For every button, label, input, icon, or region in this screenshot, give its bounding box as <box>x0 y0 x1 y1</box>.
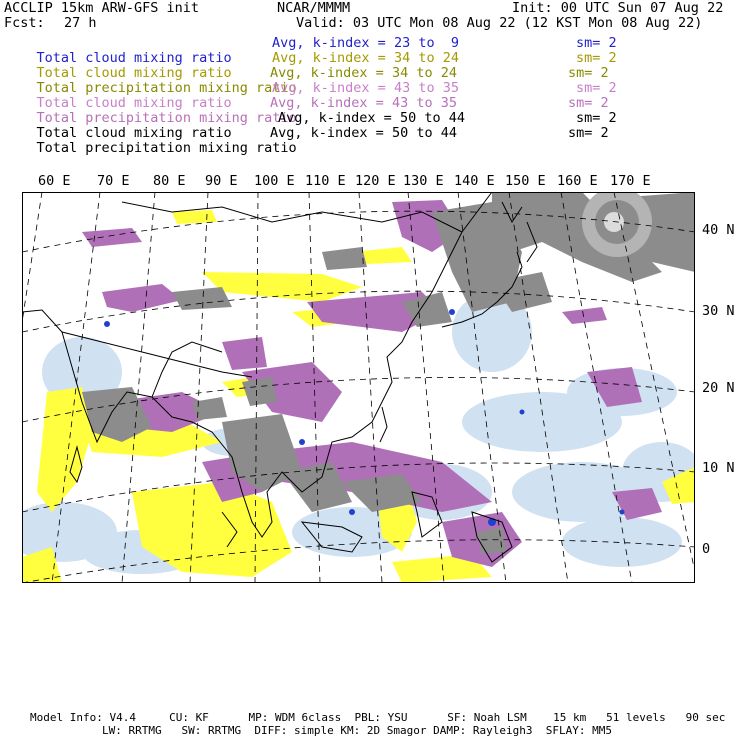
lat-label: 40 N <box>702 222 735 238</box>
legend-field-name: Total precipitation mixing ratio <box>36 140 297 156</box>
lon-label: 140 E <box>454 173 495 189</box>
lon-label: 170 E <box>610 173 651 189</box>
legend-k2: 24 <box>440 65 458 81</box>
legend-index <box>270 126 457 141</box>
legend-k2: 24 <box>442 50 460 66</box>
legend-sm: sm= 2 <box>576 80 617 96</box>
legend-k1: 50 <box>399 110 417 126</box>
legend-avg: Avg, k-index = <box>272 80 386 96</box>
legend-index <box>272 51 459 66</box>
lon-label: 100 E <box>254 173 295 189</box>
legend-k1: 34 <box>393 50 411 66</box>
legend-sm: sm= 2 <box>568 95 609 111</box>
center-name: NCAR/MMMM <box>277 0 351 16</box>
legend-row <box>4 126 297 171</box>
legend-avg: Avg, k-index = <box>270 95 384 111</box>
legend-to: to <box>418 35 435 51</box>
lat-label: 10 N <box>702 460 735 476</box>
legend-sm: sm= 2 <box>576 35 617 51</box>
legend-to: to <box>418 80 435 96</box>
legend-to: to <box>416 95 433 111</box>
model-info-line2: LW: RRTMG SW: RRTMG DIFF: simple KM: 2D Smagor DAMP: Rayleigh3 SFLAY: MM5 <box>102 724 612 737</box>
legend-k1: 50 <box>391 125 409 141</box>
legend-field-name: Total cloud mixing ratio <box>36 50 232 66</box>
lon-label: 120 E <box>355 173 396 189</box>
legend-to: to <box>424 110 441 126</box>
legend-field-name: Total cloud mixing ratio <box>36 65 232 81</box>
legend-sm: sm= 2 <box>576 50 617 66</box>
legend-k2: 35 <box>442 80 460 96</box>
legend-k2: 35 <box>440 95 458 111</box>
legend-sm: sm= 2 <box>576 110 617 126</box>
forecast-map <box>22 192 695 583</box>
model-title: ACCLIP 15km ARW-GFS init <box>4 0 200 16</box>
legend-to: to <box>416 125 433 141</box>
legend-k2: 44 <box>448 110 466 126</box>
fcst-value: 27 h <box>64 15 97 31</box>
lat-label: 0 <box>702 541 711 557</box>
legend-index <box>272 36 459 51</box>
legend-k2: 9 <box>450 35 460 51</box>
lon-label: 130 E <box>403 173 444 189</box>
legend-to: to <box>418 50 435 66</box>
lon-label: 150 E <box>505 173 546 189</box>
legend-index <box>272 81 459 96</box>
lon-label: 160 E <box>557 173 598 189</box>
fcst-label: Fcst: <box>4 15 45 31</box>
init-time: Init: 00 UTC Sun 07 Aug 22 <box>512 0 724 16</box>
legend-index <box>270 96 457 111</box>
legend-k1: 43 <box>393 80 411 96</box>
legend-to: to <box>416 65 433 81</box>
map-canvas <box>22 192 695 583</box>
model-info-line1: Model Info: V4.4 CU: KF MP: WDM 6class PBL: YSU SF: Noah LSM 15 km 51 levels 90 sec <box>30 711 726 724</box>
legend-avg: Avg, k-index = <box>270 125 384 141</box>
legend-k2: 44 <box>440 125 458 141</box>
legend-avg: Avg, k-index = <box>272 50 386 66</box>
legend-field-name: Total cloud mixing ratio <box>36 95 232 111</box>
legend-field-name: Total precipitation mixing ratio <box>36 110 297 126</box>
lon-label: 110 E <box>305 173 346 189</box>
legend-field-name: Total cloud mixing ratio <box>36 125 232 141</box>
legend-k1: 34 <box>391 65 409 81</box>
legend-avg: Avg, k-index = <box>272 35 386 51</box>
legend-k1: 23 <box>393 35 411 51</box>
legend-field-name: Total precipitation mixing ratio <box>36 80 297 96</box>
lat-label: 30 N <box>702 303 735 319</box>
legend-index <box>270 66 457 81</box>
lon-label: 60 E <box>38 173 71 189</box>
legend-sm: sm= 2 <box>568 65 609 81</box>
valid-time: Valid: 03 UTC Mon 08 Aug 22 (12 KST Mon 08 Aug 22) <box>296 15 703 31</box>
lat-label: 20 N <box>702 380 735 396</box>
legend-sm: sm= 2 <box>568 125 609 141</box>
legend-avg: Avg, k-index = <box>270 65 384 81</box>
lon-label: 80 E <box>153 173 186 189</box>
lon-label: 90 E <box>205 173 238 189</box>
legend-index <box>278 111 465 126</box>
legend-avg: Avg, k-index = <box>278 110 392 126</box>
legend-k1: 43 <box>391 95 409 111</box>
lon-label: 70 E <box>97 173 130 189</box>
